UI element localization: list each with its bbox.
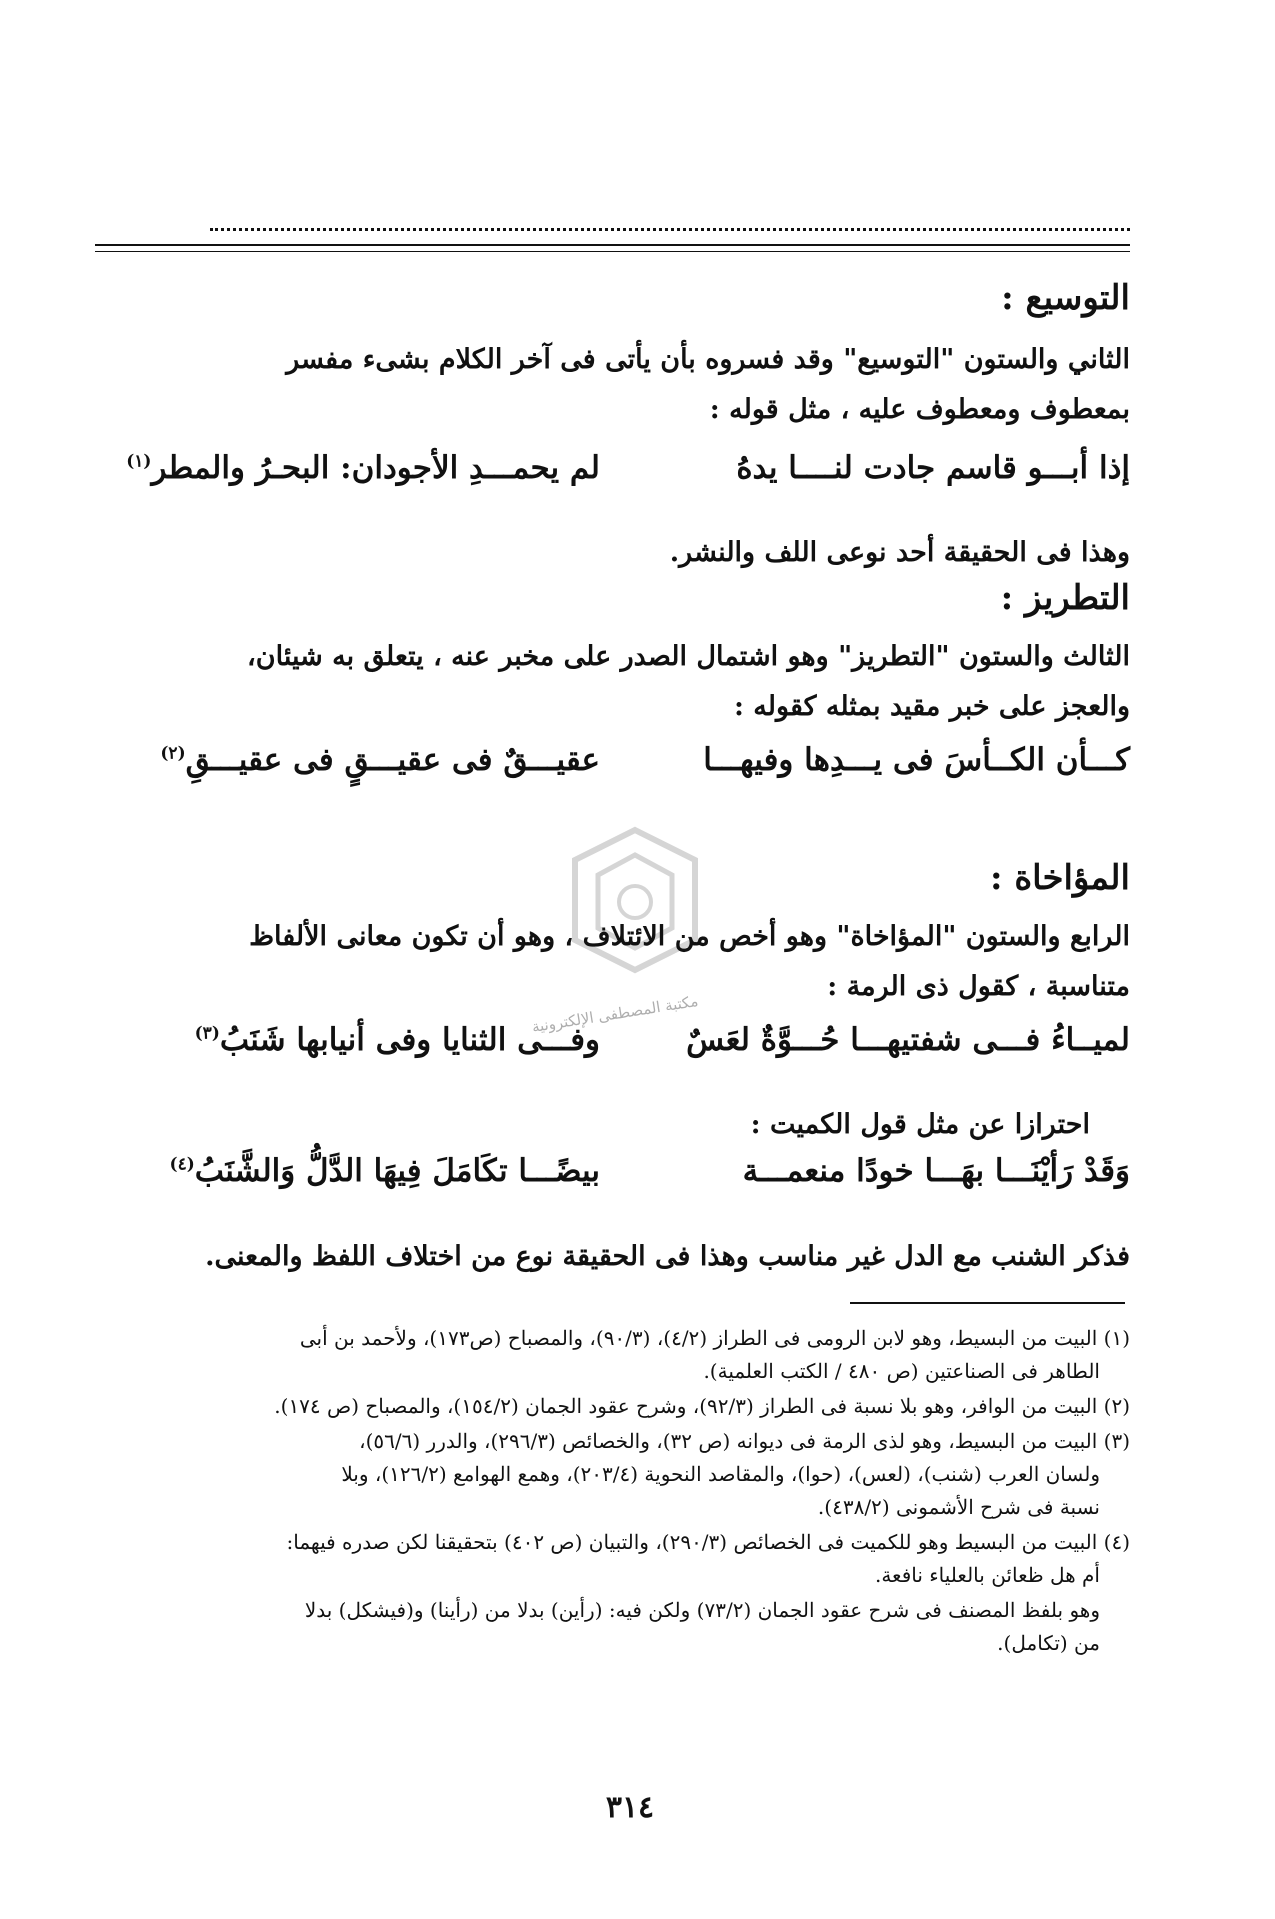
verse-text: وفـــى الثنايا وفى أنيابها شَنَبُ — [219, 1022, 600, 1058]
verse-first-hemistich: كـــأن الكــأسَ فى يـــدِها وفيهـــا — [703, 742, 1130, 778]
text-line: الرابع والستون "المؤاخاة" وهو أخص من الائتلاف ، وهو أن تكون معانى الألفاظ — [249, 921, 1130, 952]
footnote-line: (٢) البيت من الوافر، وهو بلا نسبة فى الطراز (٩٢/٣)، وشرح عقود الجمان (١٥٤/٢)، والمصباح (ص ١٧٤). — [274, 1394, 1130, 1418]
footnote-line: (١) البيت من البسيط، وهو لابن الرومى فى الطراز (٤/٢)، (٩٠/٣)، والمصباح (ص١٧٣)، ولأحمد بن أبى — [299, 1326, 1130, 1350]
paragraph-tatreez — [100, 632, 1130, 732]
verse-tawsee — [100, 450, 1130, 506]
verse-text: عقيـــقٌ فى عقيـــقٍ فى عقيـــقِ — [185, 742, 600, 778]
verse-kumait — [100, 1153, 1130, 1209]
heading-muakhah: المؤاخاة : — [989, 858, 1130, 898]
verse-second-hemistich — [195, 1022, 600, 1058]
text-line: فذكر الشنب مع الدل غير مناسب وهذا فى الحقيقة نوع من اختلاف اللفظ والمعنى. — [205, 1241, 1130, 1272]
verse-first-hemistich: وَقَدْ رَأيْنَـــا بهَـــا خودًا منعمـــة — [742, 1153, 1130, 1189]
text-line: والعجز على خبر مقيد بمثله كقوله : — [733, 691, 1130, 722]
header-dotted-rule — [210, 228, 1130, 237]
text-line: احترازا عن مثل قول الكميت : — [750, 1109, 1090, 1140]
footnote-line: من (تكامل). — [997, 1631, 1100, 1655]
verse-first-hemistich: إذا أبـــو قاسم جادت لنــــا يدهُ — [736, 450, 1130, 486]
heading-tatreez: التطريز : — [1000, 578, 1130, 618]
footnote-3 — [80, 1425, 1130, 1524]
footnote-line: وهو بلفظ المصنف فى شرح عقود الجمان (٧٣/٢) ولكن فيه: (رأين) بدلا من (رأينا) و(فيشكل) بدلا — [304, 1598, 1100, 1622]
text-line: بمعطوف ومعطوف عليه ، مثل قوله : — [709, 394, 1130, 425]
footnote-line: الطاهر فى الصناعتين (ص ٤٨٠ / الكتب العلمية). — [703, 1359, 1100, 1383]
text-line: وهذا فى الحقيقة أحد نوعى اللف والنشر. — [669, 537, 1130, 568]
verse-text: بيضًـــا تكَامَلَ فِيهَا الدَّلُّ وَالشَّنَبُ — [194, 1153, 600, 1189]
verse-second-hemistich — [170, 1153, 600, 1189]
verse-second-hemistich — [160, 742, 600, 778]
text-line: متناسبة ، كقول ذى الرمة : — [827, 971, 1130, 1002]
header-rule — [95, 244, 1130, 246]
header-rule-thin — [95, 251, 1130, 252]
heading-tawsee: التوسيع : — [1001, 278, 1130, 318]
footnote-4 — [80, 1526, 1130, 1592]
footnote-2 — [80, 1390, 1130, 1423]
footnote-ref: (٣) — [194, 1023, 220, 1044]
footnote-ref: (١) — [126, 451, 152, 472]
verse-second-hemistich — [126, 450, 600, 486]
text-line: الثاني والستون "التوسيع" وقد فسروه بأن يأتى فى آخر الكلام بشىء مفسر — [286, 344, 1130, 375]
footnotes — [80, 1322, 1130, 1662]
paragraph-muakhah — [100, 912, 1130, 1012]
footnote-line: (٤) البيت من البسيط وهو للكميت فى الخصائص (٢٩٠/٣)، والتبيان (ص ٤٠٢) بتحقيقنا لكن صدره فيهما: — [286, 1530, 1130, 1554]
verse-muakhah — [100, 1022, 1130, 1078]
paragraph-muakhah-after — [100, 1232, 1130, 1282]
footnote-line: نسبة فى شرح الأشمونى (٤٣٨/٢). — [817, 1495, 1100, 1519]
footnote-ref: (٤) — [169, 1154, 195, 1175]
page-number: ٣١٤ — [605, 1790, 655, 1825]
paragraph-muakhah-intro2 — [60, 1100, 1090, 1150]
footnote-line: أم هل ظعائن بالعلياء نافعة. — [874, 1563, 1100, 1587]
footnote-5 — [80, 1594, 1130, 1660]
footnote-1 — [80, 1322, 1130, 1388]
verse-first-hemistich: لميــاءُ فـــى شفتيهـــا حُـــوَّةٌ لعَسٌ — [686, 1022, 1130, 1058]
text-line: الثالث والستون "التطريز" وهو اشتمال الصدر على مخبر عنه ، يتعلق به شيئان، — [247, 641, 1130, 672]
footnote-ref: (٢) — [160, 743, 186, 764]
footnote-line: (٣) البيت من البسيط، وهو لذى الرمة فى ديوانه (ص ٣٢)، والخصائص (٢٩٦/٣)، والدرر (٥٦/٦)، — [359, 1429, 1130, 1453]
verse-tatreez — [100, 742, 1130, 798]
verse-text: لم يحمـــدِ الأجودان: البحـرُ والمطر — [151, 450, 600, 486]
footnote-separator — [850, 1302, 1125, 1304]
paragraph-tawsee-after — [100, 528, 1130, 578]
paragraph-tawsee — [100, 335, 1130, 435]
watermark-text: مكتبة المصطفى الإلكترونية — [530, 991, 700, 1037]
footnote-line: ولسان العرب (شنب)، (لعس)، (حوا)، والمقاصد النحوية (٢٠٣/٤)، وهمع الهوامع (١٢٦/٢)، وبلا — [341, 1462, 1100, 1486]
